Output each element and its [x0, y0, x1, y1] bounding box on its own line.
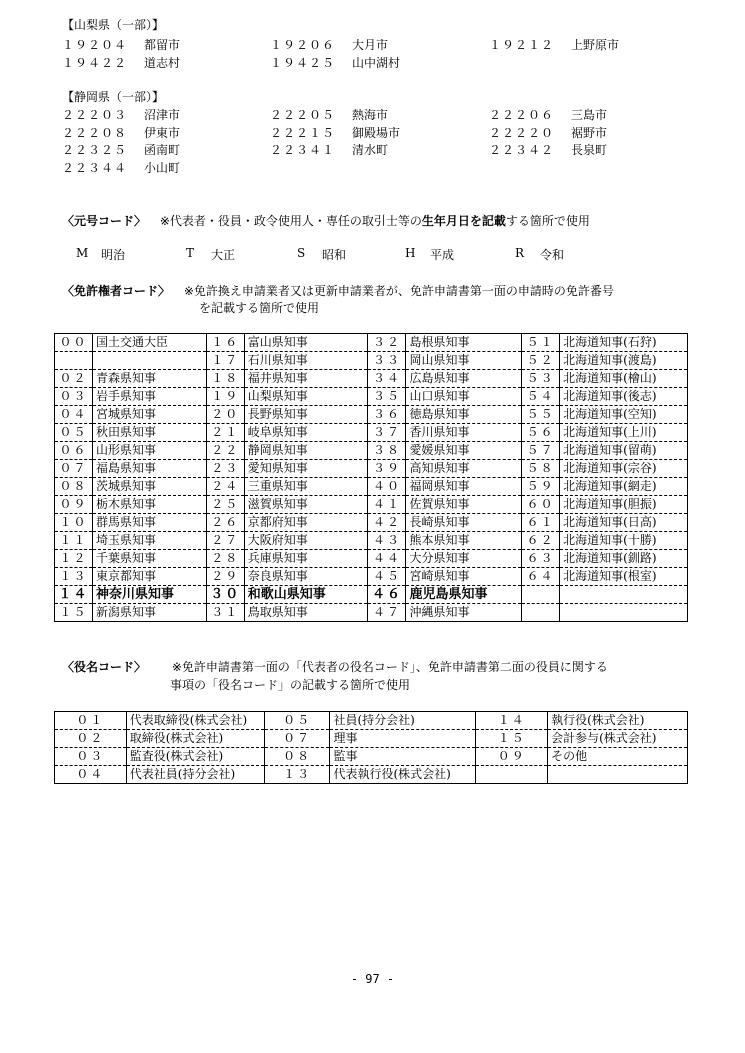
- table-row: [55, 586, 688, 604]
- name-cell: 取締役(株式会社): [126, 730, 264, 748]
- menkyo-note: ※免許換え申請業者又は更新申請業者が、免許申請書第一面の申請時の免許番号: [183, 284, 614, 298]
- name-cell: 監査役(株式会社): [126, 748, 264, 766]
- code-cell: ０５: [55, 424, 93, 442]
- municipality-name: 御殿場市: [352, 125, 401, 140]
- gengo-name: 明治: [101, 248, 126, 262]
- municipality-name: 函南町: [144, 143, 181, 157]
- name-cell: 宮城県知事: [92, 406, 206, 424]
- menkyo-section-heading: [62, 282, 614, 299]
- name-cell: 島根県知事: [406, 334, 522, 352]
- municipality-code: ２２２０３: [62, 108, 128, 122]
- name-cell: [92, 352, 206, 370]
- municipality-name: 山中湖村: [352, 55, 401, 70]
- code-cell: ５６: [522, 424, 560, 442]
- name-cell: 和歌山県知事: [244, 586, 368, 604]
- code-cell: ６１: [522, 514, 560, 532]
- code-cell: ０３: [55, 748, 127, 766]
- code-cell: １３: [264, 766, 330, 784]
- code-cell: ４３: [368, 532, 406, 550]
- code-cell: ０９: [55, 496, 93, 514]
- name-cell: 岐阜県知事: [244, 424, 368, 442]
- municipality-code: ２２２０８: [62, 125, 128, 140]
- gengo-label: 〈元号コード〉: [62, 214, 147, 228]
- name-cell: 石川県知事: [244, 352, 368, 370]
- code-cell: [55, 352, 93, 370]
- code-cell: １８: [206, 370, 244, 388]
- municipality-name: 道志村: [144, 55, 181, 70]
- municipality-code: １９２１２: [489, 38, 555, 52]
- name-cell: 理事: [330, 730, 476, 748]
- table-row: [55, 550, 688, 568]
- name-cell: 東京都知事: [92, 568, 206, 586]
- name-cell: 大阪府知事: [244, 532, 368, 550]
- name-cell: 沖縄県知事: [406, 604, 522, 622]
- code-cell: ５８: [522, 460, 560, 478]
- code-cell: １５: [476, 730, 548, 748]
- name-cell: 福島県知事: [92, 460, 206, 478]
- table-row: [55, 730, 688, 748]
- code-cell: １１: [55, 532, 93, 550]
- yakumei-label: 〈役名コード〉: [62, 660, 147, 674]
- code-cell: ２５: [206, 496, 244, 514]
- municipality-code: １９４２５: [270, 55, 336, 70]
- municipality-name: 長泉町: [571, 143, 608, 157]
- name-cell: 北海道知事(日高): [560, 514, 688, 532]
- municipality-name: 熱海市: [352, 108, 389, 122]
- name-cell: 長野県知事: [244, 406, 368, 424]
- code-cell: ０９: [476, 748, 548, 766]
- name-cell: 熊本県知事: [406, 532, 522, 550]
- name-cell: 社員(持分会社): [330, 712, 476, 730]
- municipality-name: 小山町: [144, 160, 181, 175]
- table-row: [55, 568, 688, 586]
- municipality-name: 清水町: [352, 143, 389, 157]
- code-cell: ３４: [368, 370, 406, 388]
- code-cell: ０１: [55, 712, 127, 730]
- table-row: [55, 496, 688, 514]
- yakumei-section-heading: [62, 658, 608, 675]
- name-cell: 鳥取県知事: [244, 604, 368, 622]
- name-cell: 山形県知事: [92, 442, 206, 460]
- code-cell: ５７: [522, 442, 560, 460]
- municipality-code: ２２２０６: [489, 108, 555, 122]
- name-cell: 大分県知事: [406, 550, 522, 568]
- code-cell: ４０: [368, 478, 406, 496]
- name-cell: 北海道知事(根室): [560, 568, 688, 586]
- name-cell: 神奈川県知事: [92, 586, 206, 604]
- name-cell: 北海道知事(胆振): [560, 496, 688, 514]
- table-row: [55, 766, 688, 784]
- name-cell: 埼玉県知事: [92, 532, 206, 550]
- name-cell: 香川県知事: [406, 424, 522, 442]
- name-cell: その他: [548, 748, 688, 766]
- shizuoka-heading: 【静岡県（一部）】: [62, 90, 165, 104]
- name-cell: 執行役(株式会社): [548, 712, 688, 730]
- municipality-code: １９４２２: [62, 55, 128, 70]
- name-cell: [548, 766, 688, 784]
- code-cell: １４: [476, 712, 548, 730]
- name-cell: 宮崎県知事: [406, 568, 522, 586]
- code-cell: [522, 604, 560, 622]
- name-cell: 静岡県知事: [244, 442, 368, 460]
- code-cell: １９: [206, 388, 244, 406]
- table-row: [55, 604, 688, 622]
- table-row: [55, 406, 688, 424]
- name-cell: 北海道知事(後志): [560, 388, 688, 406]
- code-cell: ０７: [55, 460, 93, 478]
- yakumei-note-line2: 事項の「役名コード」の記載する箇所で使用: [170, 678, 411, 692]
- name-cell: 愛媛県知事: [406, 442, 522, 460]
- name-cell: 茨城県知事: [92, 478, 206, 496]
- table-row: [55, 478, 688, 496]
- gengo-code: H: [405, 246, 416, 260]
- municipality-code: ２２２０５: [270, 108, 336, 122]
- municipality-name: 裾野市: [571, 125, 608, 140]
- gengo-code: T: [186, 246, 195, 260]
- code-cell: １６: [206, 334, 244, 352]
- code-cell: １７: [206, 352, 244, 370]
- name-cell: 山梨県知事: [244, 388, 368, 406]
- code-cell: ４１: [368, 496, 406, 514]
- code-cell: １０: [55, 514, 93, 532]
- name-cell: 新潟県知事: [92, 604, 206, 622]
- name-cell: 北海道知事(空知): [560, 406, 688, 424]
- name-cell: 青森県知事: [92, 370, 206, 388]
- name-cell: 滋賀県知事: [244, 496, 368, 514]
- name-cell: 奈良県知事: [244, 568, 368, 586]
- table-row: [55, 352, 688, 370]
- menkyo-label: 〈免許権者コード〉: [62, 284, 171, 298]
- yamanashi-heading: 【山梨県（一部）】: [62, 18, 165, 32]
- name-cell: 高知県知事: [406, 460, 522, 478]
- table-row: [55, 712, 688, 730]
- gengo-code: R: [515, 246, 525, 260]
- name-cell: 北海道知事(上川): [560, 424, 688, 442]
- name-cell: 愛知県知事: [244, 460, 368, 478]
- name-cell: 京都府知事: [244, 514, 368, 532]
- name-cell: 栃木県知事: [92, 496, 206, 514]
- table-row: [55, 370, 688, 388]
- name-cell: 群馬県知事: [92, 514, 206, 532]
- table-row: [55, 442, 688, 460]
- code-cell: ３８: [368, 442, 406, 460]
- code-cell: ３５: [368, 388, 406, 406]
- name-cell: 福岡県知事: [406, 478, 522, 496]
- code-cell: ５３: [522, 370, 560, 388]
- code-cell: ０４: [55, 766, 127, 784]
- table-row: [55, 748, 688, 766]
- code-cell: ２２: [206, 442, 244, 460]
- name-cell: [560, 586, 688, 604]
- code-cell: ３３: [368, 352, 406, 370]
- code-cell: ０３: [55, 388, 93, 406]
- code-cell: ６２: [522, 532, 560, 550]
- table-row: [55, 388, 688, 406]
- name-cell: 千葉県知事: [92, 550, 206, 568]
- code-cell: ００: [55, 334, 93, 352]
- code-cell: ２０: [206, 406, 244, 424]
- name-cell: 監事: [330, 748, 476, 766]
- code-cell: ５５: [522, 406, 560, 424]
- name-cell: 北海道知事(網走): [560, 478, 688, 496]
- gengo-code: M: [76, 246, 89, 260]
- name-cell: 兵庫県知事: [244, 550, 368, 568]
- code-cell: ２４: [206, 478, 244, 496]
- municipality-code: １９２０４: [62, 38, 128, 52]
- name-cell: [560, 604, 688, 622]
- code-cell: ４６: [368, 586, 406, 604]
- gengo-name: 昭和: [322, 248, 347, 262]
- name-cell: 北海道知事(釧路): [560, 550, 688, 568]
- municipality-code: ２２３４１: [270, 143, 336, 157]
- code-cell: ０４: [55, 406, 93, 424]
- code-cell: ４５: [368, 568, 406, 586]
- municipality-code: ２２３４４: [62, 160, 128, 175]
- name-cell: 岩手県知事: [92, 388, 206, 406]
- code-cell: ０６: [55, 442, 93, 460]
- name-cell: 代表執行役(株式会社): [330, 766, 476, 784]
- gengo-note: ※代表者・役員・政令使用人・専任の取引士等の生年月日を記載する箇所で使用: [159, 214, 590, 228]
- gengo-code: S: [297, 246, 306, 260]
- name-cell: 鹿児島県知事: [406, 586, 522, 604]
- name-cell: 福井県知事: [244, 370, 368, 388]
- code-cell: ３９: [368, 460, 406, 478]
- page-number: - 97 -: [350, 972, 395, 986]
- code-cell: ２６: [206, 514, 244, 532]
- code-cell: ３１: [206, 604, 244, 622]
- code-cell: [476, 766, 548, 784]
- yakumei-note: ※免許申請書第一面の「代表者の役名コード」、免許申請書第二面の役員に関する: [171, 660, 608, 674]
- code-cell: ２８: [206, 550, 244, 568]
- table-row: [55, 532, 688, 550]
- menkyo-table: [54, 333, 688, 622]
- gengo-name: 大正: [211, 248, 236, 262]
- gengo-name: 平成: [430, 248, 455, 262]
- code-cell: ５４: [522, 388, 560, 406]
- code-cell: ０７: [264, 730, 330, 748]
- code-cell: ２３: [206, 460, 244, 478]
- name-cell: 国土交通大臣: [92, 334, 206, 352]
- municipality-name: 三島市: [571, 108, 608, 122]
- table-row: [55, 424, 688, 442]
- code-cell: ４４: [368, 550, 406, 568]
- yakumei-table: [54, 711, 688, 784]
- code-cell: ０２: [55, 370, 93, 388]
- code-cell: ４７: [368, 604, 406, 622]
- code-cell: ０２: [55, 730, 127, 748]
- name-cell: 会計参与(株式会社): [548, 730, 688, 748]
- name-cell: 長崎県知事: [406, 514, 522, 532]
- name-cell: 三重県知事: [244, 478, 368, 496]
- code-cell: ２７: [206, 532, 244, 550]
- menkyo-note-line2: を記載する箇所で使用: [199, 301, 320, 315]
- code-cell: ３２: [368, 334, 406, 352]
- name-cell: 代表社員(持分会社): [126, 766, 264, 784]
- name-cell: 北海道知事(渡島): [560, 352, 688, 370]
- code-cell: １２: [55, 550, 93, 568]
- name-cell: 北海道知事(檜山): [560, 370, 688, 388]
- name-cell: 秋田県知事: [92, 424, 206, 442]
- code-cell: ５２: [522, 352, 560, 370]
- name-cell: 北海道知事(留萌): [560, 442, 688, 460]
- code-cell: ３６: [368, 406, 406, 424]
- municipality-code: ２２２２０: [489, 125, 555, 140]
- code-cell: ３０: [206, 586, 244, 604]
- table-row: [55, 460, 688, 478]
- code-cell: １３: [55, 568, 93, 586]
- name-cell: 徳島県知事: [406, 406, 522, 424]
- table-row: [55, 334, 688, 352]
- code-cell: ５９: [522, 478, 560, 496]
- code-cell: ４２: [368, 514, 406, 532]
- municipality-name: 都留市: [144, 38, 181, 52]
- municipality-name: 沼津市: [144, 108, 181, 122]
- gengo-name: 令和: [540, 248, 565, 262]
- code-cell: ０５: [264, 712, 330, 730]
- code-cell: ２９: [206, 568, 244, 586]
- table-row: [55, 514, 688, 532]
- code-cell: ０８: [264, 748, 330, 766]
- code-cell: １５: [55, 604, 93, 622]
- name-cell: 岡山県知事: [406, 352, 522, 370]
- gengo-section-heading: [62, 212, 590, 229]
- municipality-code: １９２０６: [270, 38, 336, 52]
- name-cell: 佐賀県知事: [406, 496, 522, 514]
- name-cell: 北海道知事(十勝): [560, 532, 688, 550]
- name-cell: 山口県知事: [406, 388, 522, 406]
- municipality-code: ２２２１５: [270, 125, 336, 140]
- municipality-name: 大月市: [352, 38, 389, 52]
- code-cell: ６４: [522, 568, 560, 586]
- name-cell: 代表取締役(株式会社): [126, 712, 264, 730]
- municipality-code: ２２３２５: [62, 143, 128, 157]
- name-cell: 富山県知事: [244, 334, 368, 352]
- code-cell: ０８: [55, 478, 93, 496]
- name-cell: 北海道知事(石狩): [560, 334, 688, 352]
- municipality-code: ２２３４２: [489, 143, 555, 157]
- code-cell: ６３: [522, 550, 560, 568]
- code-cell: ６０: [522, 496, 560, 514]
- name-cell: 北海道知事(宗谷): [560, 460, 688, 478]
- municipality-name: 上野原市: [571, 38, 620, 52]
- code-cell: １４: [55, 586, 93, 604]
- name-cell: 広島県知事: [406, 370, 522, 388]
- code-cell: ２１: [206, 424, 244, 442]
- code-cell: ５１: [522, 334, 560, 352]
- code-cell: ３７: [368, 424, 406, 442]
- municipality-name: 伊東市: [144, 125, 181, 140]
- code-cell: [522, 586, 560, 604]
